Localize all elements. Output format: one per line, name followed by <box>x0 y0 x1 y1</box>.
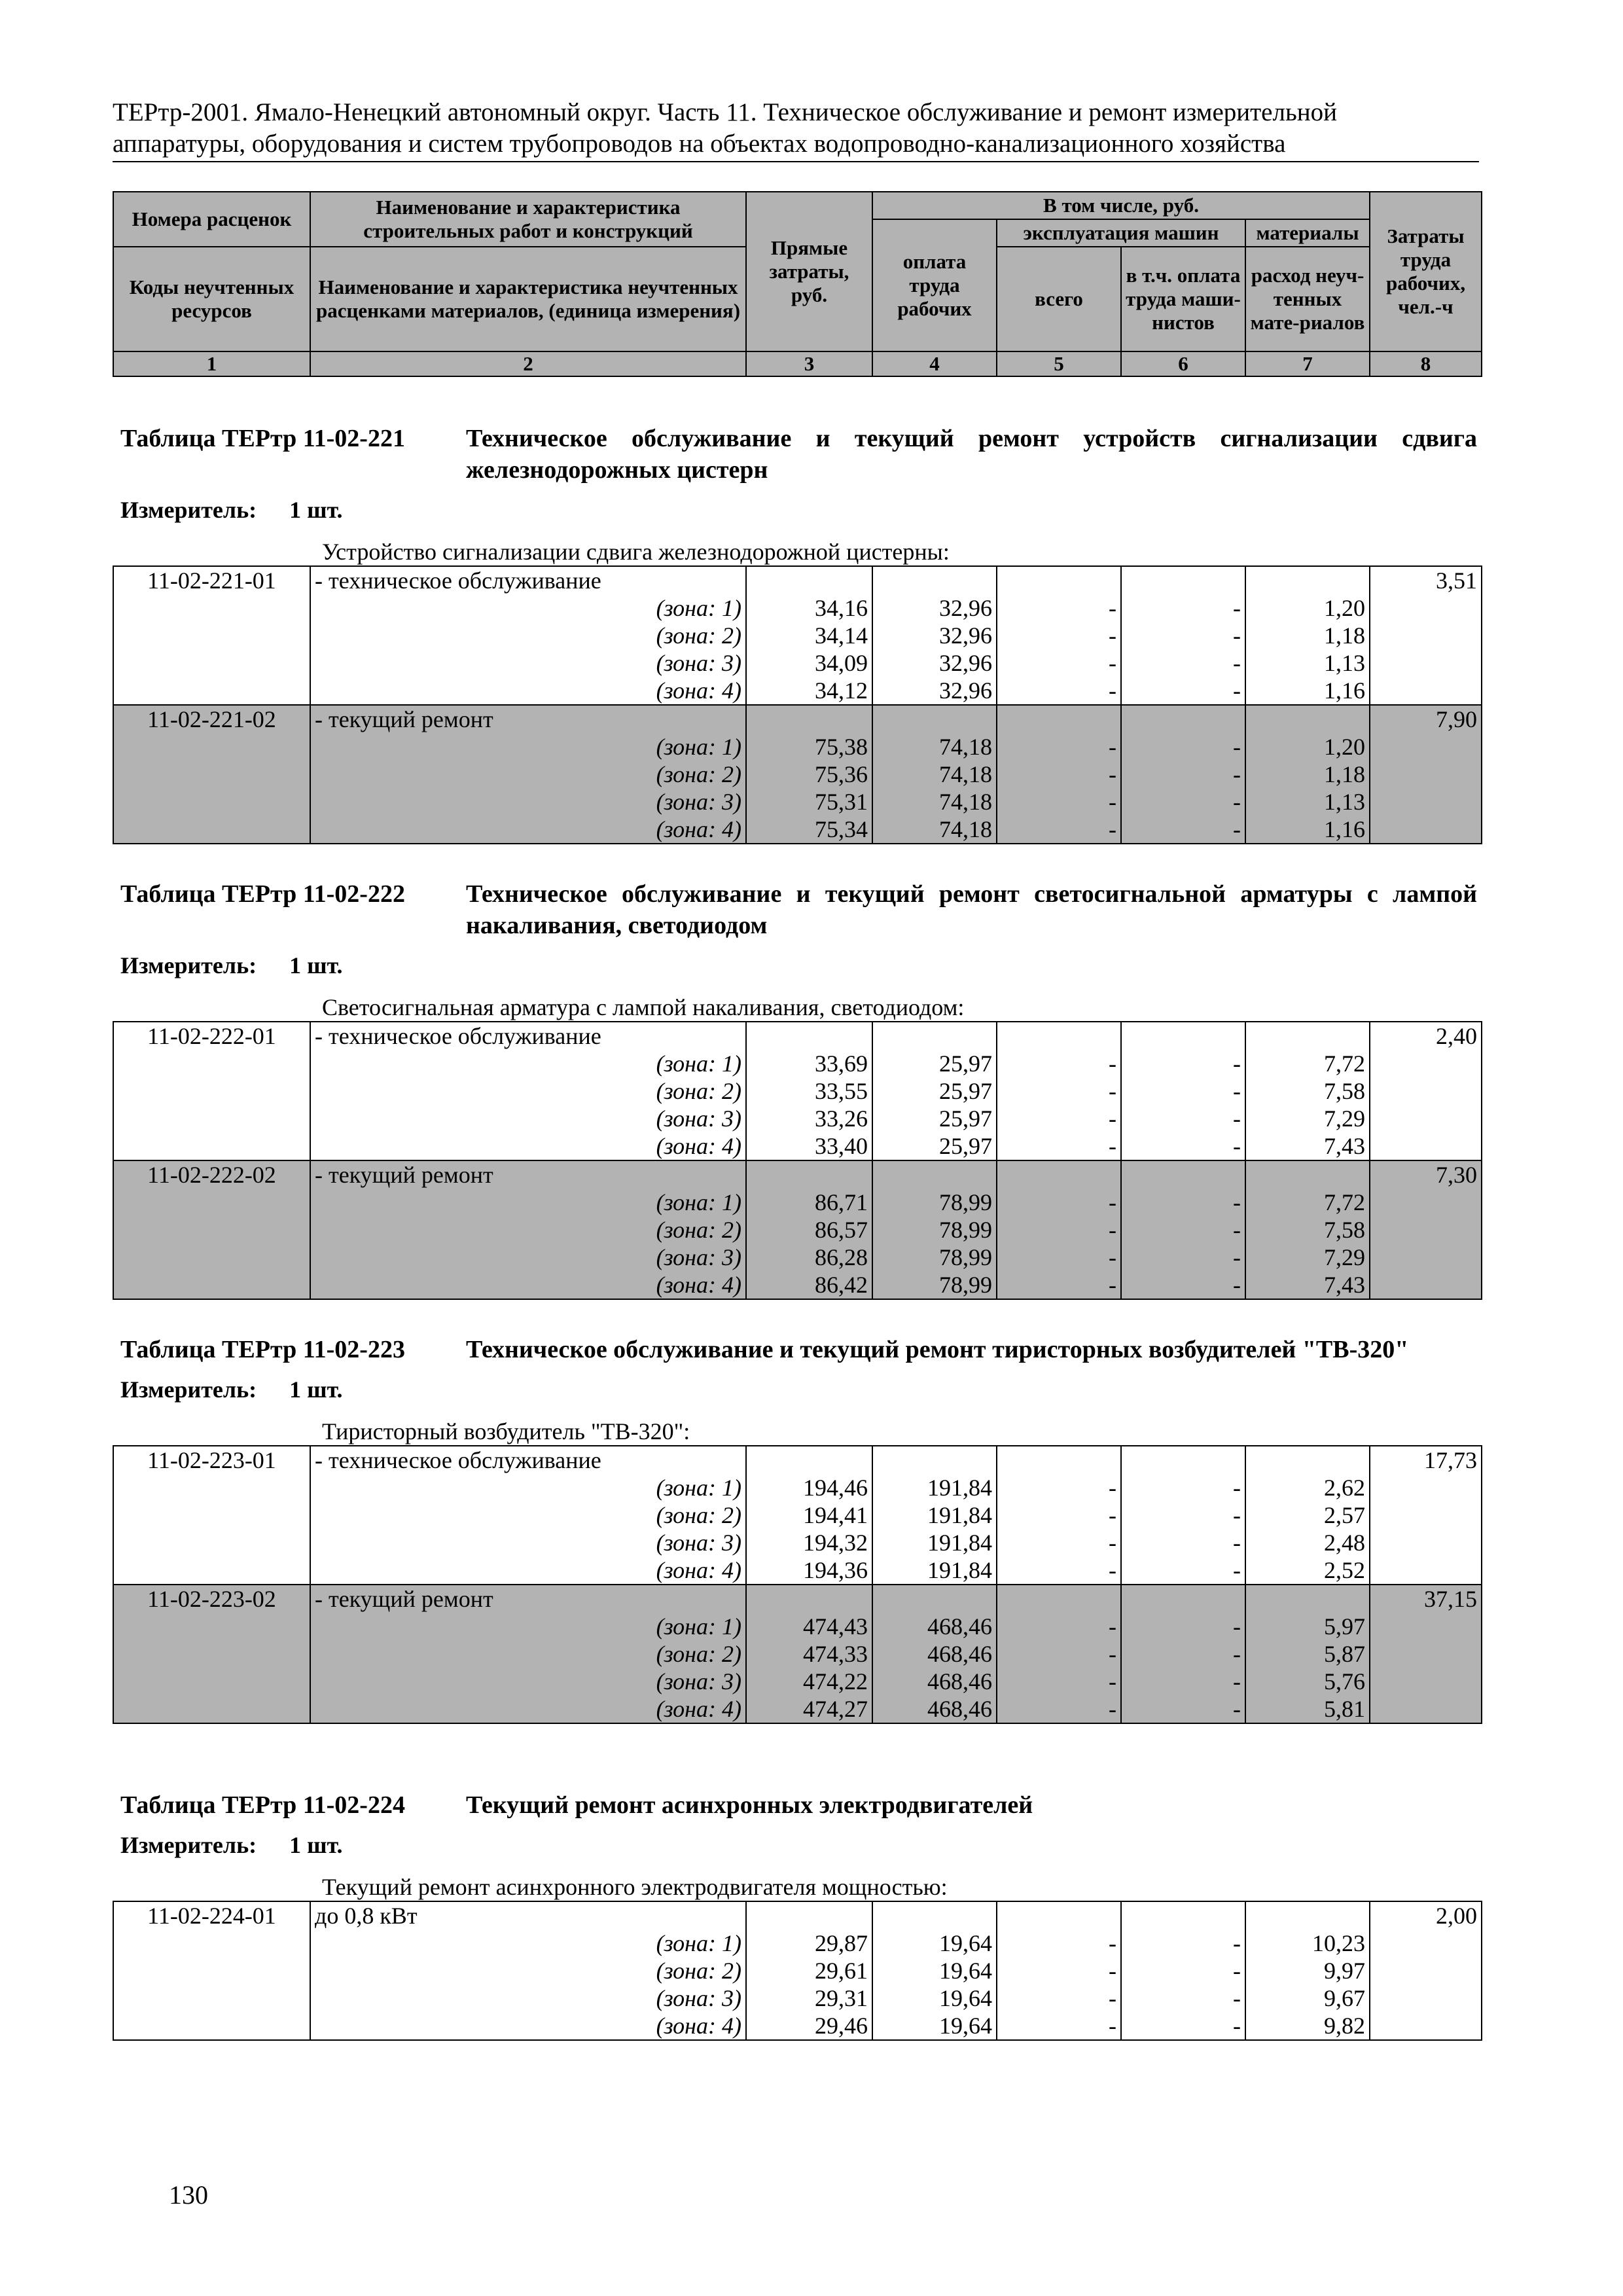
materials-cost: 9,67 <box>1245 1984 1370 2012</box>
section-11-02-224 <box>113 1789 1481 2041</box>
machinist-pay: - <box>1121 1050 1245 1077</box>
machine-total: - <box>997 733 1121 761</box>
direct-cost: 474,22 <box>746 1668 872 1695</box>
header-line-2: аппаратуры, оборудования и систем трубопроводов на объектах водопроводно-канализационного хозяйства <box>113 130 1286 158</box>
machine-total: - <box>997 1695 1121 1723</box>
machine-total: - <box>997 1050 1121 1077</box>
machinist-pay: - <box>1121 1132 1245 1160</box>
worker-pay: 19,64 <box>872 1984 997 2012</box>
materials-cost: 2,62 <box>1245 1474 1370 1501</box>
measure-line <box>113 1830 1481 1860</box>
zone-label: (зона: 1) <box>310 1929 746 1957</box>
zone-row <box>113 1556 1482 1585</box>
zone-row <box>113 1244 1482 1271</box>
measure-label: Измеритель: <box>120 497 257 523</box>
rate-code: 11-02-222-02 <box>113 1160 310 1189</box>
worker-pay: 19,64 <box>872 2012 997 2040</box>
direct-cost: 75,31 <box>746 788 872 816</box>
measure-value: 1 шт. <box>289 1832 343 1858</box>
direct-cost: 474,33 <box>746 1640 872 1668</box>
machinist-pay: - <box>1121 677 1245 705</box>
col-codes: Коды неучтенных ресурсов <box>113 247 310 351</box>
machinist-pay: - <box>1121 1984 1245 2012</box>
rates-table <box>113 1021 1482 1300</box>
zone-row <box>113 1929 1482 1957</box>
materials-cost: 7,72 <box>1245 1189 1370 1216</box>
machinist-pay: - <box>1121 1695 1245 1723</box>
direct-cost: 86,42 <box>746 1271 872 1299</box>
measure-value: 1 шт. <box>289 952 343 978</box>
direct-cost: 33,26 <box>746 1105 872 1132</box>
zone-label: (зона: 3) <box>310 1668 746 1695</box>
zone-label: (зона: 2) <box>310 622 746 649</box>
table-number: Таблица ТЕРтр 11-02-223 <box>120 1336 405 1363</box>
materials-cost: 1,16 <box>1245 677 1370 705</box>
zone-label: (зона: 3) <box>310 1529 746 1556</box>
machinist-pay: - <box>1121 622 1245 649</box>
section-11-02-222 <box>113 878 1481 1300</box>
rate-row <box>113 705 1482 733</box>
zone-row <box>113 1105 1482 1132</box>
table-subheader: Текущий ремонт асинхронного электродвигателя мощностью: <box>322 1874 948 1900</box>
rate-code: 11-02-222-01 <box>113 1022 310 1050</box>
materials-cost: 7,29 <box>1245 1244 1370 1271</box>
machine-total: - <box>997 1957 1121 1984</box>
zone-row <box>113 1640 1482 1668</box>
materials-cost: 1,20 <box>1245 733 1370 761</box>
zone-row <box>113 1271 1482 1299</box>
rates-table <box>113 1901 1482 2041</box>
materials-cost: 7,72 <box>1245 1050 1370 1077</box>
rates-table <box>113 565 1482 844</box>
page-header <box>113 97 1479 162</box>
zone-row <box>113 761 1482 788</box>
table-title: Техническое обслуживание и текущий ремонт светосигнальной арматуры с лампой накаливания, светодиодом <box>466 880 1477 939</box>
col-total: всего <box>997 247 1121 351</box>
table-title: Техническое обслуживание и текущий ремонт устройств сигнализации сдвига железнодорожных цистерн <box>466 425 1477 484</box>
materials-cost: 5,97 <box>1245 1613 1370 1640</box>
zone-row <box>113 594 1482 622</box>
direct-cost: 86,28 <box>746 1244 872 1271</box>
worker-pay: 191,84 <box>872 1529 997 1556</box>
col-incl-machinist-pay: в т.ч. оплата труда маши-нистов <box>1121 247 1245 351</box>
rate-row <box>113 1585 1482 1613</box>
zone-label: (зона: 2) <box>310 761 746 788</box>
worker-pay: 32,96 <box>872 649 997 677</box>
machine-total: - <box>997 1556 1121 1585</box>
measure-line <box>113 495 1481 525</box>
machine-total: - <box>997 816 1121 844</box>
worker-pay: 468,46 <box>872 1640 997 1668</box>
materials-cost: 2,52 <box>1245 1556 1370 1585</box>
worker-pay: 74,18 <box>872 788 997 816</box>
zone-label: (зона: 2) <box>310 1216 746 1244</box>
worker-pay: 468,46 <box>872 1613 997 1640</box>
zone-label: (зона: 4) <box>310 2012 746 2040</box>
machine-total: - <box>997 1271 1121 1299</box>
rate-code: 11-02-221-01 <box>113 566 310 594</box>
machinist-pay: - <box>1121 761 1245 788</box>
zone-label: (зона: 4) <box>310 1271 746 1299</box>
zone-label: (зона: 4) <box>310 677 746 705</box>
machine-total: - <box>997 2012 1121 2040</box>
zone-label: (зона: 2) <box>310 1501 746 1529</box>
zone-row <box>113 1189 1482 1216</box>
worker-pay: 25,97 <box>872 1050 997 1077</box>
materials-cost: 7,58 <box>1245 1077 1370 1105</box>
machine-total: - <box>997 1244 1121 1271</box>
zone-row <box>113 788 1482 816</box>
worker-pay: 191,84 <box>872 1501 997 1529</box>
table-heading <box>113 1334 1481 1365</box>
worker-pay: 19,64 <box>872 1929 997 1957</box>
zone-row <box>113 1216 1482 1244</box>
page-number: 130 <box>169 2180 208 2210</box>
machinist-pay: - <box>1121 1474 1245 1501</box>
col-number: 7 <box>1245 351 1370 376</box>
table-subheader: Тиристорный возбудитель "ТВ-320": <box>322 1418 690 1444</box>
machinist-pay: - <box>1121 1640 1245 1668</box>
rate-name: - текущий ремонт <box>310 1160 746 1189</box>
zone-row <box>113 1957 1482 1984</box>
materials-cost: 7,43 <box>1245 1271 1370 1299</box>
measure-line <box>113 950 1481 980</box>
zone-row <box>113 816 1482 844</box>
rate-name: до 0,8 кВт <box>310 1901 746 1929</box>
worker-pay: 32,96 <box>872 622 997 649</box>
machine-total: - <box>997 1189 1121 1216</box>
labor-cost: 3,51 <box>1370 566 1482 594</box>
machinist-pay: - <box>1121 1244 1245 1271</box>
direct-cost: 29,46 <box>746 2012 872 2040</box>
machinist-pay: - <box>1121 733 1245 761</box>
table-subheader: Устройство сигнализации сдвига железнодорожной цистерны: <box>322 539 950 565</box>
materials-cost: 9,97 <box>1245 1957 1370 1984</box>
direct-cost: 34,12 <box>746 677 872 705</box>
worker-pay: 191,84 <box>872 1556 997 1585</box>
machine-total: - <box>997 1529 1121 1556</box>
header-line-1: ТЕРтр-2001. Ямало-Ненецкий автономный округ. Часть 11. Техническое обслуживание и ремонт измерительной <box>113 98 1337 126</box>
machine-total: - <box>997 1105 1121 1132</box>
machinist-pay: - <box>1121 1613 1245 1640</box>
zone-row <box>113 733 1482 761</box>
col-machine-operation: эксплуатация машин <box>997 219 1245 247</box>
machinist-pay: - <box>1121 1556 1245 1585</box>
machinist-pay: - <box>1121 816 1245 844</box>
zone-label: (зона: 3) <box>310 1244 746 1271</box>
rate-name: - текущий ремонт <box>310 1585 746 1613</box>
direct-cost: 474,43 <box>746 1613 872 1640</box>
worker-pay: 78,99 <box>872 1216 997 1244</box>
direct-cost: 34,09 <box>746 649 872 677</box>
table-number: Таблица ТЕРтр 11-02-221 <box>120 425 405 452</box>
col-direct-costs: Прямые затраты, руб. <box>746 192 872 351</box>
measure-label: Измеритель: <box>120 1832 257 1858</box>
machinist-pay: - <box>1121 1216 1245 1244</box>
zone-label: (зона: 3) <box>310 649 746 677</box>
direct-cost: 194,41 <box>746 1501 872 1529</box>
col-name-top: Наименование и характеристика строительных работ и конструкций <box>310 192 746 247</box>
table-number: Таблица ТЕРтр 11-02-222 <box>120 880 405 908</box>
table-number: Таблица ТЕРтр 11-02-224 <box>120 1791 405 1819</box>
materials-cost: 5,87 <box>1245 1640 1370 1668</box>
worker-pay: 78,99 <box>872 1189 997 1216</box>
table-heading <box>113 423 1481 486</box>
col-number: 4 <box>872 351 997 376</box>
worker-pay: 78,99 <box>872 1271 997 1299</box>
zone-label: (зона: 3) <box>310 1105 746 1132</box>
col-number: 5 <box>997 351 1121 376</box>
worker-pay: 74,18 <box>872 761 997 788</box>
direct-cost: 86,71 <box>746 1189 872 1216</box>
labor-cost: 17,73 <box>1370 1446 1482 1474</box>
zone-label: (зона: 1) <box>310 1474 746 1501</box>
direct-cost: 29,61 <box>746 1957 872 1984</box>
materials-cost: 2,48 <box>1245 1529 1370 1556</box>
machine-total: - <box>997 649 1121 677</box>
zone-label: (зона: 3) <box>310 788 746 816</box>
machine-total: - <box>997 677 1121 705</box>
col-number: 8 <box>1370 351 1482 376</box>
col-number: 1 <box>113 351 310 376</box>
rates-table <box>113 1445 1482 1724</box>
labor-cost: 2,00 <box>1370 1901 1482 1929</box>
machine-total: - <box>997 1984 1121 2012</box>
zone-label: (зона: 4) <box>310 816 746 844</box>
zone-row <box>113 1474 1482 1501</box>
col-number: 3 <box>746 351 872 376</box>
machinist-pay: - <box>1121 2012 1245 2040</box>
machine-total: - <box>997 1640 1121 1668</box>
col-labor-costs: Затраты труда рабочих, чел.-ч <box>1370 192 1482 351</box>
materials-cost: 7,58 <box>1245 1216 1370 1244</box>
zone-row <box>113 2012 1482 2040</box>
zone-label: (зона: 1) <box>310 1613 746 1640</box>
labor-cost: 37,15 <box>1370 1585 1482 1613</box>
zone-label: (зона: 4) <box>310 1695 746 1723</box>
machine-total: - <box>997 1613 1121 1640</box>
col-name-bottom: Наименование и характеристика неучтенных расценками материалов, (единица измерения) <box>310 247 746 351</box>
zone-row <box>113 1668 1482 1695</box>
direct-cost: 194,36 <box>746 1556 872 1585</box>
materials-cost: 1,18 <box>1245 761 1370 788</box>
machinist-pay: - <box>1121 1529 1245 1556</box>
zone-row <box>113 649 1482 677</box>
machine-total: - <box>997 761 1121 788</box>
direct-cost: 75,36 <box>746 761 872 788</box>
worker-pay: 19,64 <box>872 1957 997 1984</box>
machinist-pay: - <box>1121 594 1245 622</box>
measure-line <box>113 1374 1481 1405</box>
machine-total: - <box>997 1216 1121 1244</box>
direct-cost: 75,38 <box>746 733 872 761</box>
worker-pay: 74,18 <box>872 733 997 761</box>
machine-total: - <box>997 1132 1121 1160</box>
zone-row <box>113 1132 1482 1160</box>
materials-cost: 5,81 <box>1245 1695 1370 1723</box>
machinist-pay: - <box>1121 1105 1245 1132</box>
materials-cost: 2,57 <box>1245 1501 1370 1529</box>
section-11-02-223 <box>113 1334 1481 1724</box>
direct-cost: 34,16 <box>746 594 872 622</box>
worker-pay: 468,46 <box>872 1668 997 1695</box>
measure-value: 1 шт. <box>289 1376 343 1403</box>
worker-pay: 78,99 <box>872 1244 997 1271</box>
machine-total: - <box>997 788 1121 816</box>
materials-cost: 10,23 <box>1245 1929 1370 1957</box>
zone-label: (зона: 3) <box>310 1984 746 2012</box>
machinist-pay: - <box>1121 1668 1245 1695</box>
machinist-pay: - <box>1121 1929 1245 1957</box>
zone-row <box>113 677 1482 705</box>
worker-pay: 32,96 <box>872 677 997 705</box>
materials-cost: 5,76 <box>1245 1668 1370 1695</box>
direct-cost: 86,57 <box>746 1216 872 1244</box>
labor-cost: 2,40 <box>1370 1022 1482 1050</box>
col-including: В том числе, руб. <box>872 192 1370 219</box>
worker-pay: 25,97 <box>872 1105 997 1132</box>
direct-cost: 34,14 <box>746 622 872 649</box>
zone-label: (зона: 1) <box>310 594 746 622</box>
worker-pay: 191,84 <box>872 1474 997 1501</box>
machine-total: - <box>997 622 1121 649</box>
rate-name: - техническое обслуживание <box>310 1022 746 1050</box>
direct-cost: 33,40 <box>746 1132 872 1160</box>
zone-row <box>113 1613 1482 1640</box>
zone-label: (зона: 2) <box>310 1077 746 1105</box>
rate-code: 11-02-223-02 <box>113 1585 310 1613</box>
machinist-pay: - <box>1121 1189 1245 1216</box>
table-title: Техническое обслуживание и текущий ремонт тиристорных возбудителей "ТВ-320" <box>466 1336 1409 1363</box>
zone-label: (зона: 1) <box>310 1189 746 1216</box>
zone-label: (зона: 2) <box>310 1640 746 1668</box>
table-heading <box>113 1789 1481 1821</box>
zone-row <box>113 1050 1482 1077</box>
materials-cost: 7,29 <box>1245 1105 1370 1132</box>
rate-code: 11-02-221-02 <box>113 705 310 733</box>
col-number: 6 <box>1121 351 1245 376</box>
labor-cost: 7,30 <box>1370 1160 1482 1189</box>
direct-cost: 33,69 <box>746 1050 872 1077</box>
direct-cost: 29,87 <box>746 1929 872 1957</box>
rate-name: - техническое обслуживание <box>310 1446 746 1474</box>
rate-row <box>113 1446 1482 1474</box>
zone-row <box>113 1077 1482 1105</box>
col-rate-numbers: Номера расценок <box>113 192 310 247</box>
zone-label: (зона: 2) <box>310 1957 746 1984</box>
zone-label: (зона: 4) <box>310 1556 746 1585</box>
zone-row <box>113 622 1482 649</box>
col-materials: материалы <box>1245 219 1370 247</box>
materials-cost: 1,18 <box>1245 622 1370 649</box>
materials-cost: 9,82 <box>1245 2012 1370 2040</box>
materials-cost: 1,13 <box>1245 649 1370 677</box>
rate-row <box>113 1160 1482 1189</box>
col-unaccounted-materials: расход неуч-тенных мате-риалов <box>1245 247 1370 351</box>
machine-total: - <box>997 1501 1121 1529</box>
measure-label: Измеритель: <box>120 952 257 978</box>
materials-cost: 1,16 <box>1245 816 1370 844</box>
machinist-pay: - <box>1121 649 1245 677</box>
zone-row <box>113 1984 1482 2012</box>
machinist-pay: - <box>1121 1271 1245 1299</box>
direct-cost: 33,55 <box>746 1077 872 1105</box>
rate-row <box>113 566 1482 594</box>
machine-total: - <box>997 1474 1121 1501</box>
rate-row <box>113 1022 1482 1050</box>
worker-pay: 32,96 <box>872 594 997 622</box>
machine-total: - <box>997 1077 1121 1105</box>
rate-row <box>113 1901 1482 1929</box>
measure-value: 1 шт. <box>289 497 343 523</box>
column-header-table <box>113 191 1482 377</box>
direct-cost: 29,31 <box>746 1984 872 2012</box>
rate-code: 11-02-223-01 <box>113 1446 310 1474</box>
machinist-pay: - <box>1121 1957 1245 1984</box>
zone-label: (зона: 1) <box>310 1050 746 1077</box>
direct-cost: 194,46 <box>746 1474 872 1501</box>
rate-name: - текущий ремонт <box>310 705 746 733</box>
materials-cost: 1,13 <box>1245 788 1370 816</box>
machine-total: - <box>997 594 1121 622</box>
rate-name: - техническое обслуживание <box>310 566 746 594</box>
table-heading <box>113 878 1481 941</box>
zone-row <box>113 1501 1482 1529</box>
worker-pay: 468,46 <box>872 1695 997 1723</box>
worker-pay: 25,97 <box>872 1077 997 1105</box>
zone-row <box>113 1695 1482 1723</box>
col-number: 2 <box>310 351 746 376</box>
machine-total: - <box>997 1668 1121 1695</box>
direct-cost: 194,32 <box>746 1529 872 1556</box>
rate-code: 11-02-224-01 <box>113 1901 310 1929</box>
col-worker-pay: оплата труда рабочих <box>872 219 997 351</box>
materials-cost: 7,43 <box>1245 1132 1370 1160</box>
machinist-pay: - <box>1121 788 1245 816</box>
materials-cost: 1,20 <box>1245 594 1370 622</box>
machinist-pay: - <box>1121 1077 1245 1105</box>
labor-cost: 7,90 <box>1370 705 1482 733</box>
measure-label: Измеритель: <box>120 1376 257 1403</box>
zone-row <box>113 1529 1482 1556</box>
zone-label: (зона: 1) <box>310 733 746 761</box>
machinist-pay: - <box>1121 1501 1245 1529</box>
direct-cost: 474,27 <box>746 1695 872 1723</box>
worker-pay: 25,97 <box>872 1132 997 1160</box>
table-subheader: Светосигнальная арматура с лампой накаливания, светодиодом: <box>322 994 965 1020</box>
machine-total: - <box>997 1929 1121 1957</box>
worker-pay: 74,18 <box>872 816 997 844</box>
section-11-02-221 <box>113 423 1481 844</box>
zone-label: (зона: 4) <box>310 1132 746 1160</box>
direct-cost: 75,34 <box>746 816 872 844</box>
table-title: Текущий ремонт асинхронных электродвигателей <box>466 1791 1033 1819</box>
